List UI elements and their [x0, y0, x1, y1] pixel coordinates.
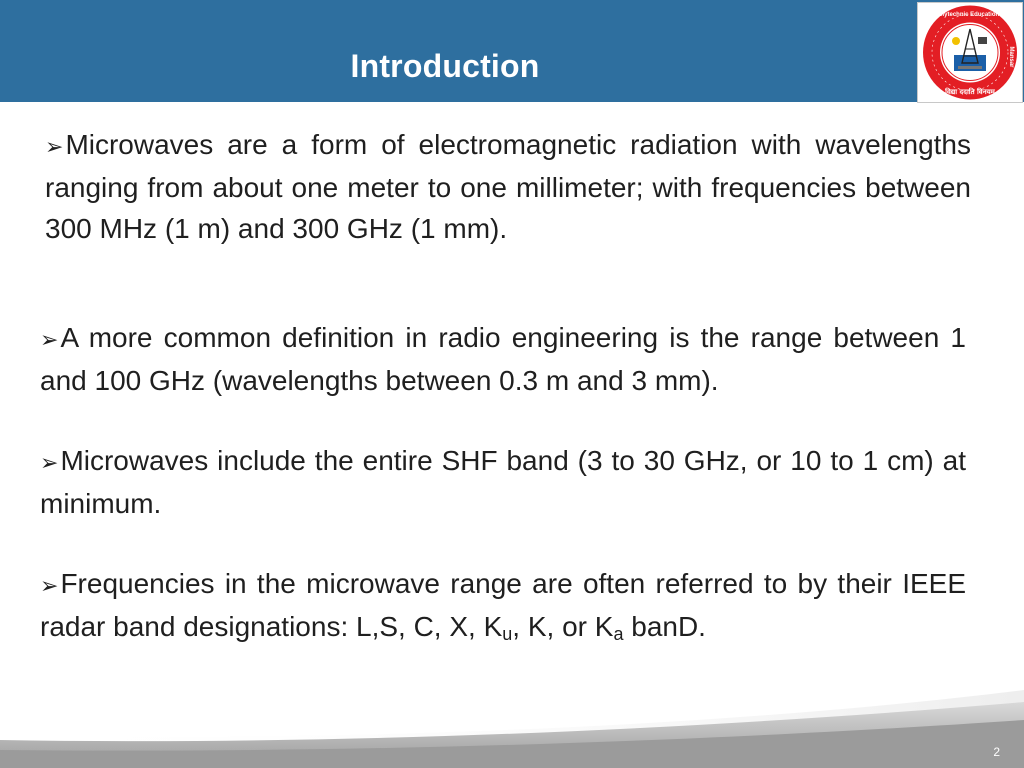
bullet-arrow-icon: ➢	[45, 134, 64, 159]
slide-title: Introduction	[350, 48, 540, 84]
paragraph-2	[40, 317, 966, 401]
paragraph-3	[40, 440, 966, 524]
paragraph-3-text: Microwaves include the entire SHF band (3 to 30 GHz, or 10 to 1 cm) at minimum.	[40, 445, 966, 519]
footer-swoosh	[0, 680, 1024, 768]
paragraph-1-text: Microwaves are a form of electromagnetic radiation with wavelengths ranging from about one meter to one millimeter; with frequencies between 300 MHz (1 m) and 300 GHz (1 mm).	[45, 129, 971, 244]
paragraph-2-text: A more common definition in radio engineering is the range between 1 and 100 GHz (wavelengths between 0.3 m and 3 mm).	[40, 322, 966, 396]
bullet-arrow-icon: ➢	[40, 327, 59, 352]
logo-top-text: Govt. Polytechnic Education Society	[918, 12, 1022, 18]
logo-bottom-text: विद्या ददाति विनयम्	[945, 88, 995, 96]
subscript-a: a	[613, 624, 624, 644]
page-number: 2	[993, 745, 1000, 759]
subscript-u: u	[502, 624, 513, 644]
paragraph-4-text-mid: , K, or K	[512, 611, 614, 642]
paragraph-4	[40, 563, 966, 647]
logo	[917, 2, 1023, 103]
bullet-arrow-icon: ➢	[40, 450, 59, 475]
paragraph-4-text-end: banD.	[623, 611, 706, 642]
paragraph-1	[45, 124, 971, 249]
logo-seal-icon	[918, 3, 1022, 102]
bullet-arrow-icon: ➢	[40, 573, 59, 598]
paragraph-4-text-main: Frequencies in the microwave range are often referred to by their IEEE radar band designations: L,S, C, X, K	[40, 568, 966, 642]
logo-right-text: Mansar	[1008, 46, 1014, 68]
